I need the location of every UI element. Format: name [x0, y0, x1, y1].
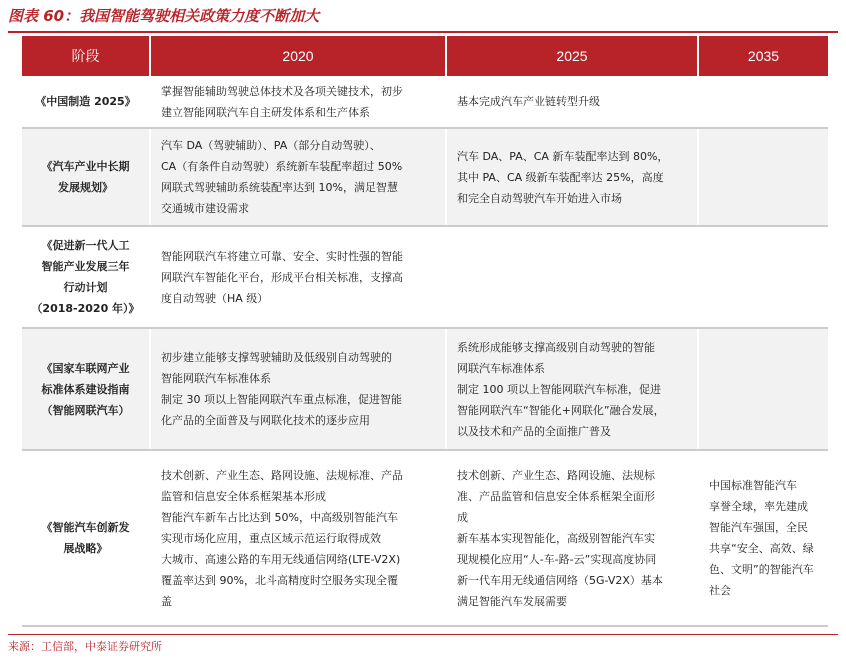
table-row: [22, 76, 828, 128]
cell-line: 汽车 DA（驾驶辅助）、PA（部分自动驾驶）、: [161, 139, 381, 152]
cell-line: 享誉全球，率先建成: [709, 500, 808, 513]
cell-line: 智能汽车新车占比达到 50%，中高级别智能汽车: [161, 510, 398, 524]
cell-2035: [698, 128, 828, 226]
phase-line: 《国家车联网产业: [41, 361, 130, 375]
cell-line: 以及技术和产品的全面推广普及: [457, 424, 611, 438]
cell-line: 新车基本实现智能化，高级别智能汽车实: [457, 531, 655, 545]
cell-line: 其中 PA、CA 级新车装配率达 25%，高度: [457, 170, 664, 184]
cell-line: 准、产品监管和信息安全体系框架全面形: [457, 489, 655, 503]
cell-line: 中国标准智能汽车: [709, 479, 797, 492]
phase-line: 《智能汽车创新发: [41, 521, 130, 534]
phase-line: 行动计划: [63, 281, 108, 294]
figure-title-bar: [0, 0, 846, 36]
phase-cell: [22, 128, 150, 226]
cell-line: 网联式驾驶辅助系统装配率达到 10%，满足智慧: [161, 181, 398, 194]
cell-line: 交通城市建设需求: [161, 202, 249, 215]
table-row: [22, 328, 828, 450]
policy-table: [22, 36, 828, 627]
cell-line: 化产品的全面普及与网联化技术的逐步应用: [161, 414, 370, 427]
table-header-row: [22, 36, 828, 76]
cell-line: 实现市场化应用，重点区域示范运行取得成效: [161, 531, 381, 545]
cell-2020: [150, 450, 446, 626]
cell-line: 共享“安全、高效、绿: [709, 542, 814, 555]
cell-2025: [446, 128, 698, 226]
cell-2025: [446, 450, 698, 626]
cell-line: 网联汽车智能化平台，形成平台相关标准，支撑高: [161, 270, 403, 284]
cell-line: 基本完成汽车产业链转型升级: [457, 95, 600, 108]
table-row: [22, 450, 828, 626]
table-row: [22, 128, 828, 226]
cell-line: 智能汽车强国，全民: [709, 521, 808, 534]
cell-line: 技术创新、产业生态、路网设施、法规标: [457, 468, 655, 482]
source-note: 来源：工信部，中泰证券研究所: [8, 640, 162, 653]
cell-line: 监管和信息安全体系框架基本形成: [161, 489, 326, 503]
phase-cell: [22, 450, 150, 626]
phase-line: （智能网联汽车）: [41, 403, 130, 417]
cell-line: 初步建立能够支撑驾驶辅助及低级别自动驾驶的: [161, 351, 392, 364]
phase-line: （2018-2020 年）》: [31, 302, 140, 315]
phase-line: 智能产业发展三年: [41, 260, 130, 273]
cell-2035: [698, 328, 828, 450]
cell-line: 成: [457, 510, 468, 524]
cell-line: 和完全自动驾驶汽车开始进入市场: [457, 191, 622, 205]
cell-2025: [446, 328, 698, 450]
phase-cell: [22, 328, 150, 450]
cell-2035: [698, 226, 828, 328]
phase-line: 《中国制造 2025》: [35, 95, 136, 108]
cell-line: 社会: [709, 584, 731, 597]
cell-2020: [150, 328, 446, 450]
header-phase: 阶段: [22, 36, 150, 76]
cell-line: CA（有条件自动驾驶）系统新车装配率超过 50%: [161, 160, 403, 173]
cell-line: 大城市、高速公路的车用无线通信网络(LTE-V2X): [161, 552, 401, 566]
cell-line: 智能网联汽车“智能化+网联化”融合发展，: [457, 403, 665, 417]
cell-line: 掌握智能辅助驾驶总体技术及各项关键技术，初步: [161, 84, 403, 98]
cell-line: 建立智能网联汽车自主研发体系和生产体系: [161, 105, 370, 119]
header-2020: 2020: [150, 36, 446, 76]
footer-divider: [8, 634, 838, 635]
cell-line: 满足智能汽车发展需要: [457, 594, 567, 608]
phase-line: 《汽车产业中长期: [41, 160, 130, 173]
cell-line: 制定 30 项以上智能网联汽车重点标准，促进智能: [161, 393, 402, 406]
cell-2035: [698, 76, 828, 128]
phase-cell: [22, 226, 150, 328]
phase-line: 展战略》: [63, 542, 108, 555]
header-2035: 2035: [698, 36, 828, 76]
cell-line: 网联汽车标准体系: [457, 361, 545, 375]
cell-2020: [150, 128, 446, 226]
cell-line: 盖: [161, 594, 172, 608]
title-divider: [8, 31, 838, 33]
cell-line: 智能网联汽车将建立可靠、安全、实时性强的智能: [161, 249, 403, 263]
table-row: [22, 226, 828, 328]
cell-2020: [150, 226, 446, 328]
phase-line: 发展规划》: [58, 181, 113, 194]
cell-line: 色、文明”的智能汽车: [709, 563, 814, 576]
cell-line: 现规模化应用“人-车-路-云”实现高度协同: [457, 552, 657, 566]
cell-2020: [150, 76, 446, 128]
cell-line: 汽车 DA、PA、CA 新车装配率达到 80%，: [457, 149, 669, 163]
phase-line: 《促进新一代人工: [41, 239, 130, 252]
figure-title: 图表 60：我国智能驾驶相关政策力度不断加大: [8, 7, 320, 25]
header-2025: 2025: [446, 36, 698, 76]
cell-2035: [698, 450, 828, 626]
phase-line: 标准体系建设指南: [41, 382, 130, 396]
phase-cell: [22, 76, 150, 128]
cell-line: 覆盖率达到 90%，北斗高精度时空服务实现全覆: [161, 573, 398, 587]
cell-line: 智能网联汽车标准体系: [161, 372, 271, 385]
cell-line: 制定 100 项以上智能网联汽车标准，促进: [457, 382, 661, 396]
cell-line: 度自动驾驶（HA 级）: [161, 291, 269, 305]
cell-line: 系统形成能够支撑高级别自动驾驶的智能: [457, 340, 655, 354]
cell-2025: [446, 226, 698, 328]
cell-line: 技术创新、产业生态、路网设施、法规标准、产品: [161, 468, 403, 482]
cell-line: 新一代车用无线通信网络（5G-V2X）基本: [457, 573, 663, 587]
cell-2025: [446, 76, 698, 128]
